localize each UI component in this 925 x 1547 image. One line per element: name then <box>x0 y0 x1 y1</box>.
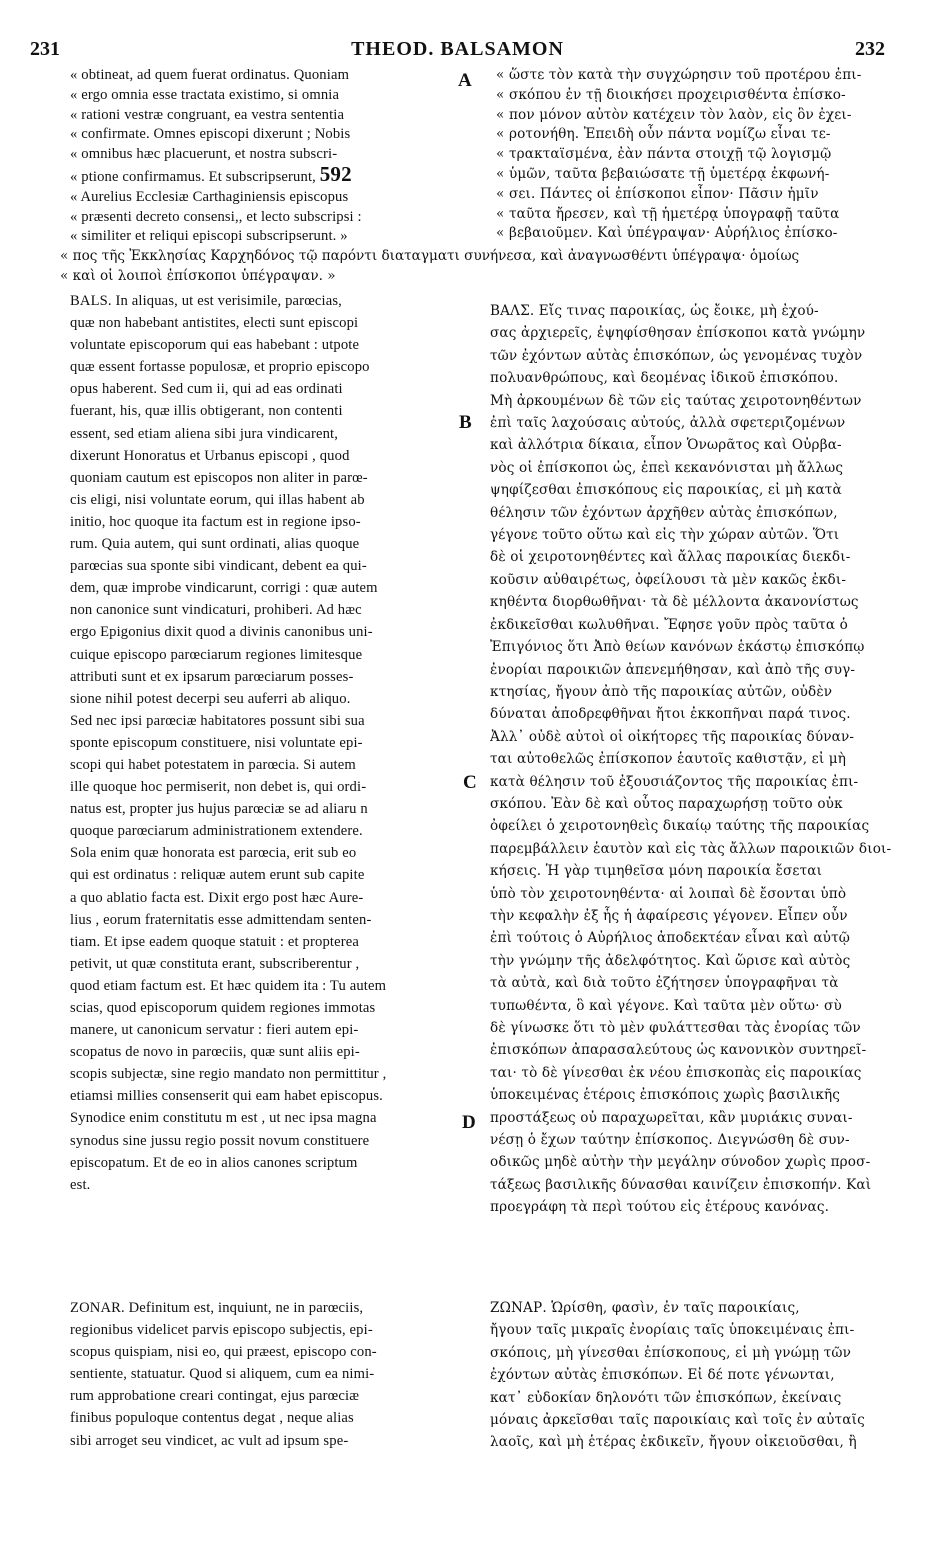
text-line: δὲ οἱ χειροτονηθέντες καὶ ἄλλας παροικίας διεκδι- <box>490 549 851 566</box>
text-line: Synodice enim constitutu m est , ut nec ipsa magna <box>70 1110 377 1127</box>
text-line: sentiente, statuatur. Quod si aliquem, cum ea nimi- <box>70 1366 375 1383</box>
text-line: θέλησιν τῶν ἐχόντων ἀρχῆθεν αὐτὰς ἐπισκόπων, <box>490 504 838 521</box>
text-line: quoniam cautum est episcopos non aliter in parœ- <box>70 469 368 486</box>
text-line: ergo Epigonius dixit quod a divinis canonibus uni- <box>70 624 373 641</box>
latin-commentary-column <box>70 290 465 1196</box>
text-line: « præsenti decreto consensi,, et lecto subscripsi : <box>70 208 362 225</box>
section-marker-b: B <box>459 412 472 433</box>
text-line: ὀφείλει ὁ χειροτονηθεὶς δικαίῳ ταύτης τῆς παροικίας <box>490 818 870 835</box>
text-line: « πος τῆς Ἐκκλησίας Καρχηδόνος τῷ παρόντι διαταγματι συνήνεσα, καὶ ἀναγνωσθέντι ὑπέγραψα· ὁμοίως <box>60 248 800 264</box>
text-line: regionibus videlicet parvis episcopo subjectis, epi- <box>70 1322 373 1339</box>
text-line: ἐνορίαι παροικιῶν ἀπενεμήθησαν, καὶ ἀπὸ τῆς συγ- <box>490 661 856 678</box>
section-marker-c: C <box>463 772 477 793</box>
text-line: BALS. In aliquas, ut est verisimile, parœcias, <box>70 293 342 309</box>
text-line: rum. Quia autem, qui sunt ordinati, alias quoque <box>70 536 360 553</box>
text-line: « Aurelius Ecclesiæ Carthaginiensis episcopus <box>70 188 349 205</box>
page-number-left: 231 <box>30 38 60 60</box>
text-line: « τρακταϊσμένα, ἐὰν πάντα στοιχῇ τῷ λογισμῷ <box>496 146 832 163</box>
text-line: scopus quispiam, nisi eo, qui præest, episcopo con- <box>70 1344 377 1361</box>
text-line: initio, hoc quoque ita factum est in regione ipso- <box>70 513 361 530</box>
text-line: « ταῦτα ἤρεσεν, καὶ τῇ ἡμετέρᾳ ὑπογραφῇ ταῦτα <box>496 205 840 222</box>
text-line: scopi qui habet potestatem in parœcia. Si autem <box>70 756 356 773</box>
text-line: Μὴ ἀρκουμένων δὲ τῶν εἰς ταύτας χειροτονηθέντων <box>490 392 862 409</box>
text-line: τὴν γνώμην τῆς ἀδελφότητος. Καὶ ὥρισε καὶ αὐτὸς <box>490 952 851 969</box>
running-title: THEOD. BALSAMON <box>351 38 564 60</box>
text-line-part: « ptione confirmamus. Et subscripserunt, <box>70 168 316 185</box>
text-line: voluntate episcoporum qui eas habebant : utpote <box>70 337 360 354</box>
greek-quote-block <box>496 66 901 244</box>
text-line: manere, ut canonicum servatur : fieri autem epi- <box>70 1022 359 1039</box>
text-line: « confirmate. Omnes episcopi dixerunt ; Nobis <box>70 126 351 143</box>
text-line: κηθέντα διορθωθῆναι· τὰ δὲ μέλλοντα ἀκανονίστως <box>490 594 859 611</box>
text-line: ἐπὶ τούτοις ὁ Αὐρήλιος ἀποδεκτέαν εἶναι καὶ αὐτῷ <box>490 930 850 947</box>
section-marker-a: A <box>458 70 472 91</box>
text-line: scopis subjectæ, sine regio mandato non permittitur , <box>70 1066 387 1083</box>
text-line: σκόποις, μὴ γίνεσθαι ἐπίσκοπους, εἰ μὴ γνώμῃ τῶν <box>490 1344 852 1361</box>
text-line: ἐπὶ ταῖς λαχούσαις αὐτούς, ἀλλὰ σφετεριζομένων <box>490 415 846 432</box>
greek-zonaras-column <box>490 1297 900 1454</box>
text-line: προστάξεως οὐ παραχωρεῖται, κἂν μυριάκις συναι- <box>490 1109 853 1126</box>
text-line: quæ non habebant antistites, electi sunt episcopi <box>70 315 359 332</box>
text-line: quoque parœciarum administrationem extendere. <box>70 823 363 840</box>
greek-full-width-lines <box>60 246 900 286</box>
text-line: a quo ablatio facta est. Dixit ergo post hæc Aure- <box>70 889 364 906</box>
text-line: sponte episcopum constituere, nisi voluntate epi- <box>70 734 363 751</box>
text-line: Ἀλλ᾽ οὐδὲ αὐτοὶ οἱ οἰκήτορες τῆς παροικίας δύναν- <box>490 728 855 745</box>
text-line: tiam. Et ipse eadem quoque statuit : et propterea <box>70 933 359 950</box>
text-line: « βεβαιοῦμεν. Καὶ ὑπέγραψαν· Αὐρήλιος ἐπίσκο- <box>496 225 838 242</box>
text-line: sibi arroget seu vindicet, ac vult ad ipsum spe- <box>70 1432 349 1449</box>
text-line: κτησίας, ἤγουν ἀπὸ τῆς παροικίας αὐτῶν, οὐδὲν <box>490 683 833 700</box>
text-line: κατὰ θέλησιν τοῦ ἐξουσιάζοντος τῆς παροικίας ἐπι- <box>490 773 859 790</box>
text-line: opus haberent. Sed cum ii, qui ad eas ordinati <box>70 381 343 398</box>
text-line: petivit, ut quæ constituta erant, subscriberentur , <box>70 955 360 972</box>
text-line: λαοῖς, καὶ μὴ ἑτέρας ἐκδικεῖν, ἤγουν οἰκειοῦσθαι, ἢ <box>490 1434 857 1451</box>
text-line: ΒΑΛΣ. Εἴς τινας παροικίας, ὡς ἔοικε, μὴ ἐχού- <box>490 303 819 319</box>
text-line: πολυανθρώπους, καὶ δεομένας ἰδικοῦ ἐπισκόπου. <box>490 370 839 387</box>
text-line: synodus sine jussu regio possit novum constituere <box>70 1132 370 1149</box>
text-line: τάξεως βασιλικῆς δύνασθαι καινίζειν ἐπισκοπήν. Καὶ <box>490 1176 872 1193</box>
text-line: ται αὐτοθελῶς ἐπίσκοπον ἑαυτοῖς καθιστᾷν, εἰ μὴ <box>490 751 847 768</box>
text-line: σας ἀρχιερεῖς, ἐψηφίσθησαν ἐπίσκοποι κατὰ γνώμην <box>490 325 866 342</box>
text-line: γέγονε τοῦτο οὕτω καὶ εἰς τὴν χώραν αὐτῶν. Ὅτι <box>490 527 840 544</box>
text-line: quæ essent fortasse populosæ, et proprio episcopo <box>70 359 370 376</box>
text-line: rum approbatione creari contingat, ejus parœciæ <box>70 1388 360 1405</box>
text-line: νέσῃ ὁ ἔχων ταύτην ἐπίσκοπος. Διεγνώσθη δὲ συν- <box>490 1132 850 1149</box>
text-line: τῶν ἐχόντων αὐτὰς ἐπισκόπων, ὡς γενομένας τυχὸν <box>490 347 863 364</box>
text-line: « similiter et reliqui episcopi subscripserunt. » <box>70 228 348 245</box>
text-line: σκόπου. Ἐὰν δὲ καὶ οὗτος παραχωρήσῃ τοῦτο οὐκ <box>490 795 843 812</box>
text-line: qui est ordinatus : reliquæ autem erunt sub capite <box>70 867 365 884</box>
text-line: κατ᾽ εὐδοκίαν δηλονότι τῶν ἐπισκόπων, ἐκείναις <box>490 1389 842 1406</box>
text-line: κήσεις. Ἡ γὰρ τιμηθεῖσα μόνη παροικία ἔσεται <box>490 863 823 880</box>
text-line: ille quoque hoc permiserit, non debet is, qui ordi- <box>70 779 367 796</box>
text-line: finibus populoque contentus degat , neque alias <box>70 1410 354 1427</box>
text-line: essent, sed etiam aliena sibi jura vindicarent, <box>70 425 339 442</box>
text-line: ἐκδικεῖσθαι κωλυθῆναι. Ἔφησε γοῦν πρὸς ταῦτα ὁ <box>490 616 848 633</box>
text-line: ἤγουν ταῖς μικραῖς ἐνορίαις ταῖς ὑποκειμέναις ἐπι- <box>490 1322 855 1339</box>
text-line: « rationi vestræ congruant, ea vestra sententia <box>70 106 345 123</box>
page-header <box>30 38 885 64</box>
page-number-right: 232 <box>855 38 885 60</box>
text-line: προεγράφη τὰ περὶ τούτου εἰς ἑτέρους κανόνας. <box>490 1199 830 1216</box>
text-line: cis eligi, nisi voluntate eorum, qui illas habent ab <box>70 491 365 508</box>
text-line: καὶ ἀλλότρια δίκαια, εἶπον Ὁνωρᾶτος καὶ Οὐρβα- <box>490 437 842 454</box>
text-line: attributi sunt et ex ipsarum parœciarum posses- <box>70 668 354 685</box>
text-line: « ροτονήθη. Ἐπειδὴ οὖν πάντα νομίζω εἶναι τε- <box>496 126 831 143</box>
text-line: ἐχόντων αὐτὰς ἐπισκόπων. Εἰ δέ ποτε γένωνται, <box>490 1367 835 1384</box>
text-line: κοῦσιν αὐθαιρέτως, ὀφείλουσι τὰ μὲν κακῶς ἐκδι- <box>490 571 847 588</box>
greek-commentary-column <box>490 300 900 1219</box>
text-line: δύναται ἀποδρεφθῆναι ἤτοι ἐκκοπῆναι παρά τινος. <box>490 706 851 723</box>
text-line: ψηφίζεσθαι ἐπισκόπους εἰς παροικίας, εἰ μὴ κατὰ <box>490 482 842 499</box>
text-line: « καὶ οἱ λοιποὶ ἐπίσκοποι ὑπέγραψαν. » <box>60 268 336 284</box>
text-line: ἐπισκόπων ἀπαρασαλεύτους ὡς κανονικὸν συντηρεῖ- <box>490 1042 867 1059</box>
text-line: Sed nec ipsi parœciæ habitatores possunt sibi sua <box>70 712 365 729</box>
text-line <box>70 161 470 188</box>
text-line: οδικῶς μηδὲ αὐτὴν τὴν μεγάλην σύνοδον χωρὶς προσ- <box>490 1154 871 1171</box>
text-line: μόναις ἀρκεῖσθαι ταῖς παροικίαις καὶ τοῖς ἐν αὐταῖς <box>490 1412 865 1429</box>
text-line: fuerant, his, quæ illis obtigerant, non contenti <box>70 403 343 420</box>
text-line: « σει. Πάντες οἱ ἐπίσκοποι εἶπον· Πᾶσιν ἡμῖν <box>496 185 819 202</box>
text-line: dixerunt Honoratus et Urbanus episcopi , quod <box>70 447 350 464</box>
column-number: 592 <box>319 161 352 186</box>
text-line: ZONAR. Definitum est, inquiunt, ne in parœciis, <box>70 1300 364 1316</box>
text-line: est. <box>70 1176 91 1193</box>
text-line: dem, quæ improbe vindicarunt, corrigi : quæ autem <box>70 580 378 597</box>
text-line: τυπωθέντα, ὃ καὶ γέγονε. Καὶ ταῦτα μὲν οὕτω· σὺ <box>490 997 842 1014</box>
text-line: παρεμβάλλειν ἑαυτὸν καὶ εἰς τὰς ἄλλων παροικιῶν διοι- <box>490 840 892 857</box>
text-line: « ergo omnia esse tractata existimo, si omnia <box>70 86 340 103</box>
text-line: ὑπὸ τὸν χειροτονηθέντα· αἱ λοιπαὶ δὲ ἔσονται ὑπὸ <box>490 885 847 902</box>
text-line: sione nihil potest decerpi seu auferri ab aliquo. <box>70 690 351 707</box>
section-marker-d: D <box>462 1112 476 1133</box>
text-line: ὑποκειμένας ἑτέροις ἐπισκόποις χωρὶς βασιλικῆς <box>490 1087 841 1104</box>
text-line: natus est, propter jus hujus parœciæ se ad aliaru n <box>70 801 368 818</box>
text-line: « σκόπου ἐν τῇ διοικήσει προχειρισθέντα ἐπίσκο- <box>496 86 846 103</box>
text-line: « ὥστε τὸν κατὰ τὴν συγχώρησιν τοῦ προτέρου ἐπι- <box>496 67 862 83</box>
text-line: « πον μόνον αὐτὸν κατέχειν τὸν λαὸν, εἰς ὃν ἐχει- <box>496 106 852 123</box>
text-line: non canonice sunt vindicaturi, prohiberi. Ad hæc <box>70 602 362 619</box>
text-line: τὴν κεφαλὴν ἐξ ἧς ἡ ἀφαίρεσις γέγονεν. Εἶπεν οὖν <box>490 907 848 924</box>
text-line: episcopatum. Et de eo in alios canones scriptum <box>70 1154 358 1171</box>
text-line: etiamsi millies consenserit qui eam habet episcopus. <box>70 1088 383 1105</box>
text-line: νὸς οἱ ἐπίσκοποι ὡς, ἐπεὶ κεκανόνισται μὴ ἄλλως <box>490 459 844 476</box>
text-line: scopatus de novo in parœciis, quæ sunt aliis epi- <box>70 1044 360 1061</box>
text-line: « omnibus hæc placuerunt, et nostra subscri- <box>70 146 338 163</box>
text-line: Sola enim quæ honorata est parœcia, erit sub eo <box>70 845 357 862</box>
latin-quote-block <box>70 66 470 247</box>
text-line: scias, quod episcoporum quidem regiones immotas <box>70 1000 376 1016</box>
text-line: τὰ αὐτὰ, καὶ διὰ τοῦτο ἐζήτησεν ὑπογραφῆναι τὰ <box>490 975 839 992</box>
text-line: cuique episcopo parœciarum regiones limitesque <box>70 646 363 663</box>
text-line: parœcias sua sponte sibi vindicant, debent ea qui- <box>70 558 367 575</box>
text-line: quod etiam factum est. Et hæc quidem ita : Tu autem <box>70 977 387 994</box>
latin-zonaras-column <box>70 1297 465 1452</box>
text-line: « ὑμῶν, ταῦτα βεβαιώσατε τῇ ὑμετέρᾳ ἐκφωνή- <box>496 165 830 182</box>
text-line: lius , eorum fraternitatis esse admittendam senten- <box>70 911 372 928</box>
text-line: Ἐπιγόνιος ὅτι Ἀπὸ θείων κανόνων ἑκάστῳ ἐπισκόπῳ <box>490 639 865 656</box>
text-line: « obtineat, ad quem fuerat ordinatus. Quoniam <box>70 67 350 83</box>
text-line: ΖΩΝΑΡ. Ὡρίσθη, φασὶν, ἐν ταῖς παροικίαις, <box>490 1300 800 1316</box>
text-line: δὲ γίνωσκε ὅτι τὸ μὲν φυλάττεσθαι τὰς ἐνορίας τῶν <box>490 1020 861 1036</box>
text-line: ται· τὸ δὲ γίνεσθαι ἐκ νέου ἐπισκοπὰς εἰς παροικίας <box>490 1064 862 1081</box>
